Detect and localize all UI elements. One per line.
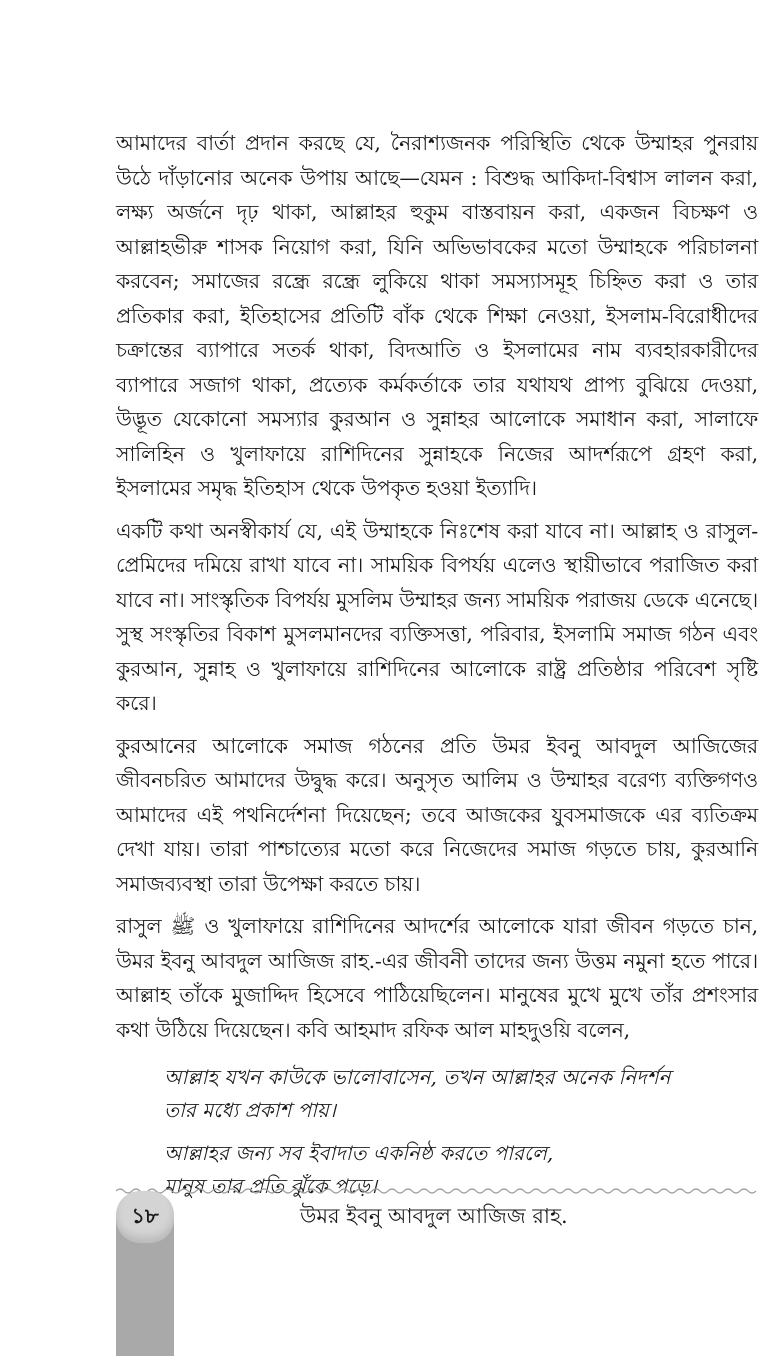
poem-stanza-1: [164, 1061, 758, 1127]
paragraph-4: রাসুল ﷺ ও খুলাফায়ে রাশিদিনের আদর্শের আলোকে যারা জীবন গড়তে চান, উমর ইবনু আবদুল আজিজ রাহ.-এর জীবনী তাদের জন্য উত্তম নমুনা হতে পারে। আল্লাহ তাঁকে মুজাদ্দিদ হিসেবে পাঠিয়েছিলেন। মানুষের মুখে মুখে তাঁর প্রশংসার কথা উঠিয়ে দিয়েছেন। কবি আহমাদ রফিক আল মাহদুওয়ি বলেন,: [116, 914, 759, 1042]
poem-quote: [116, 1061, 758, 1203]
poem-line: তার মধ্যে প্রকাশ পায়।: [164, 1098, 336, 1122]
footer-wavy-divider: [116, 1186, 758, 1196]
page-number: ১৮: [131, 1203, 159, 1228]
body-text: [116, 126, 758, 1213]
paragraph-3: কুরআনের আলোকে সমাজ গঠনের প্রতি উমর ইবনু আবদুল আজিজের জীবনচরিত আমাদের উদ্বুদ্ধ করে। অনুসৃত আলিম ও উম্মাহর বরেণ্য ব্যক্তিগণও আমাদের এই পথনির্দেশনা দিয়েছেন; তবে আজকের যুবসমাজকে এর ব্যতিক্রম দেখা যায়। তারা পাশ্চাত্যের মতো করে নিজেদের সমাজ গড়তে চায়, কুরআনি সমাজব্যবস্থা তারা উপেক্ষা করতে চায়।: [116, 733, 758, 896]
poem-line: আল্লাহর জন্য সব ইবাদাত একনিষ্ঠ করতে পারলে,: [164, 1141, 554, 1165]
paragraph-1: আমাদের বার্তা প্রদান করছে যে, নৈরাশ্যজনক পরিস্থিতি থেকে উম্মাহর পুনরায় উঠে দাঁড়ানোর অনেক উপায় আছে—যেমন : বিশুদ্ধ আকিদা-বিশ্বাস লালন করা, লক্ষ্য অর্জনে দৃঢ় থাকা, আল্লাহর হুকুম বাস্তবায়ন করা, একজন বিচক্ষণ ও আল্লাহভীরু শাসক নিয়োগ করা, যিনি অভিভাবকের মতো উম্মাহকে পরিচালনা করবেন; সমাজের রন্ধ্রে রন্ধ্রে লুকিয়ে থাকা সমস্যাসমূহ চিহ্নিত করা ও তার প্রতিকার করা, ইতিহাসের প্রতিটি বাঁক থেকে শিক্ষা নেওয়া, ইসলাম-বিরোধীদের চক্রান্তের ব্যাপারে সতর্ক থাকা, বিদআতি ও ইসলামের নাম ব্যবহারকারীদের ব্যাপারে সজাগ থাকা, প্রত্যেক কর্মকর্তাকে তার যথাযথ প্রাপ্য বুঝিয়ে দেওয়া, উদ্ভূত যেকোনো সমস্যার কুরআন ও সুন্নাহর আলোকে সমাধান করা, সালাফে সালিহিন ও খুলাফায়ে রাশিদিনের সুন্নাহকে নিজের আদর্শরূপে গ্রহণ করা, ইসলামের সমৃদ্ধ ইতিহাস থেকে উপকৃত হওয়া ইত্যাদি।: [116, 131, 758, 500]
poem-line: মানুষ তার প্রতি ঝুঁকে পড়ে।: [164, 1174, 377, 1198]
poem-line: আল্লাহ যখন কাউকে ভালোবাসেন, তখন আল্লাহর অনেক নিদর্শন: [164, 1065, 671, 1089]
paragraph-2: একটি কথা অনস্বীকার্য যে, এই উম্মাহকে নিঃশেষ করা যাবে না। আল্লাহ ও রাসুল-প্রেমিদের দমিয়ে রাখা যাবে না। সাময়িক বিপর্যয় এলেও স্থায়ীভাবে পরাজিত করা যাবে না। সাংস্কৃতিক বিপর্যয় মুসলিম উম্মাহর জন্য সাময়িক পরাজয় ডেকে এনেছে। সুস্থ সংস্কৃতির বিকাশ মুসলমানদের ব্যক্তিসত্তা, পরিবার, ইসলামি সমাজ গঠন এবং কুরআন, সুন্নাহ ও খুলাফায়ে রাশিদিনের আলোকে রাষ্ট্র প্রতিষ্ঠার পরিবেশ সৃষ্টি করে।: [116, 518, 758, 715]
running-footer-title: উমর ইবনু আবদুল আজিজ রাহ.: [300, 1204, 568, 1228]
